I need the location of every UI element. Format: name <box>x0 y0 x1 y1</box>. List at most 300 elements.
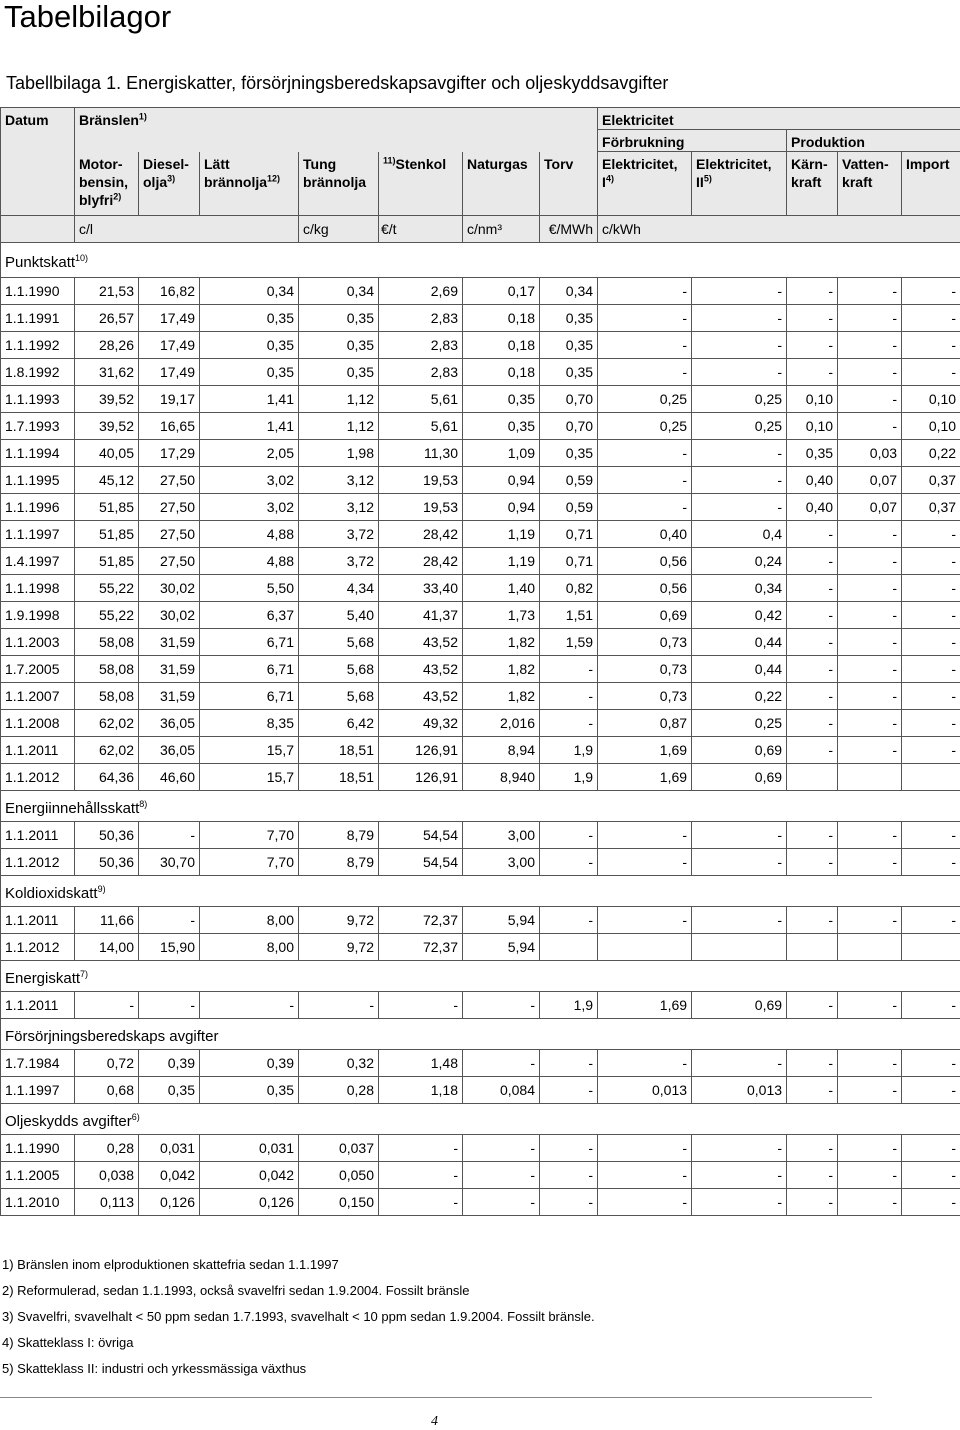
value-cell: 9,72 <box>299 907 379 934</box>
value-cell: - <box>299 992 379 1019</box>
value-cell: - <box>598 305 692 332</box>
value-cell: 0,56 <box>598 575 692 602</box>
value-cell: 0,37 <box>902 467 960 494</box>
value-cell: 51,85 <box>75 494 139 521</box>
value-cell: 0,050 <box>299 1162 379 1189</box>
value-cell: - <box>838 992 902 1019</box>
value-cell: 58,08 <box>75 683 139 710</box>
value-cell: - <box>692 359 787 386</box>
value-cell: 0,126 <box>139 1189 200 1216</box>
value-cell: 0,18 <box>463 332 540 359</box>
value-cell: 17,49 <box>139 359 200 386</box>
value-cell: 58,08 <box>75 656 139 683</box>
value-cell: - <box>692 822 787 849</box>
section-footnote-ref: 6) <box>132 1112 140 1122</box>
value-cell: 0,037 <box>299 1135 379 1162</box>
value-cell: - <box>540 1162 598 1189</box>
value-cell: 3,12 <box>299 467 379 494</box>
table-row <box>1 413 960 440</box>
value-cell: 0,038 <box>75 1162 139 1189</box>
date-cell: 1.4.1997 <box>1 548 75 575</box>
value-cell: 0,37 <box>902 494 960 521</box>
value-cell: 0,94 <box>463 494 540 521</box>
value-cell: 15,7 <box>200 764 299 791</box>
value-cell: 0,72 <box>75 1050 139 1077</box>
page-heading: Tabelbilagor <box>4 0 171 34</box>
value-cell: - <box>838 548 902 575</box>
value-cell: - <box>838 386 902 413</box>
value-cell: - <box>598 1050 692 1077</box>
value-cell: 27,50 <box>139 548 200 575</box>
value-cell: 28,26 <box>75 332 139 359</box>
tung-brannolja-header: Tung brännolja <box>299 152 379 216</box>
table-row <box>1 1077 960 1104</box>
value-cell: - <box>902 822 960 849</box>
value-cell: 17,49 <box>139 332 200 359</box>
value-cell: - <box>598 822 692 849</box>
value-cell: - <box>838 822 902 849</box>
value-cell: 0,25 <box>692 710 787 737</box>
value-cell: - <box>540 1050 598 1077</box>
value-cell: 8,35 <box>200 710 299 737</box>
table-row <box>1 602 960 629</box>
value-cell: 36,05 <box>139 710 200 737</box>
value-cell: 0,35 <box>787 440 838 467</box>
value-cell: - <box>787 710 838 737</box>
date-cell: 1.1.1995 <box>1 467 75 494</box>
section-row <box>1 876 960 907</box>
value-cell: - <box>838 359 902 386</box>
value-cell: 17,29 <box>139 440 200 467</box>
value-cell <box>902 934 960 961</box>
value-cell: - <box>540 849 598 876</box>
import-header: Import <box>902 152 960 216</box>
value-cell: 72,37 <box>379 907 463 934</box>
value-cell: - <box>838 737 902 764</box>
table-row <box>1 332 960 359</box>
value-cell: - <box>902 849 960 876</box>
value-cell: - <box>838 278 902 305</box>
value-cell: 72,37 <box>379 934 463 961</box>
value-cell: - <box>838 629 902 656</box>
value-cell: 5,94 <box>463 934 540 961</box>
value-cell: 0,18 <box>463 305 540 332</box>
section-footnote-ref: 10) <box>75 253 88 263</box>
value-cell: 2,05 <box>200 440 299 467</box>
value-cell: - <box>692 467 787 494</box>
value-cell: 18,51 <box>299 737 379 764</box>
value-cell: 0,34 <box>299 278 379 305</box>
value-cell <box>787 934 838 961</box>
value-cell: 0,28 <box>75 1135 139 1162</box>
value-cell: 1,98 <box>299 440 379 467</box>
value-cell: - <box>540 822 598 849</box>
value-cell: 0,031 <box>200 1135 299 1162</box>
value-cell: 28,42 <box>379 548 463 575</box>
stenkol-header: $^{11)}$Stenkol <box>379 152 463 216</box>
value-cell: 1,69 <box>598 737 692 764</box>
value-cell: 1,82 <box>463 656 540 683</box>
value-cell: 0,69 <box>692 764 787 791</box>
value-cell: - <box>838 849 902 876</box>
section-title-text: Försörjningsberedskaps avgifter <box>5 1028 218 1045</box>
value-cell: 1,41 <box>200 413 299 440</box>
value-cell: - <box>598 359 692 386</box>
dieselolja-header: Diesel- olja$^{3)}$ <box>139 152 200 216</box>
value-cell: 0,10 <box>902 386 960 413</box>
value-cell: 0,35 <box>299 305 379 332</box>
value-cell: 51,85 <box>75 521 139 548</box>
value-cell: - <box>463 1162 540 1189</box>
value-cell: 46,60 <box>139 764 200 791</box>
table-row <box>1 521 960 548</box>
value-cell: - <box>902 1077 960 1104</box>
value-cell: 17,49 <box>139 305 200 332</box>
value-cell <box>540 934 598 961</box>
value-cell: 1,40 <box>463 575 540 602</box>
value-cell: 0,031 <box>139 1135 200 1162</box>
value-cell: 1,82 <box>463 683 540 710</box>
value-cell: 58,08 <box>75 629 139 656</box>
date-cell: 1.1.2005 <box>1 1162 75 1189</box>
value-cell <box>902 764 960 791</box>
value-cell: 0,4 <box>692 521 787 548</box>
value-cell: 1,69 <box>598 764 692 791</box>
footnote: 1) Bränslen inom elproduktionen skattefria sedan 1.1.1997 <box>2 1252 595 1278</box>
value-cell: 0,25 <box>598 413 692 440</box>
branslen-header: Bränslen$^{1)}$ <box>75 108 598 130</box>
value-cell: 0,084 <box>463 1077 540 1104</box>
value-cell: 55,22 <box>75 575 139 602</box>
value-cell: 0,013 <box>598 1077 692 1104</box>
value-cell: 0,70 <box>540 386 598 413</box>
value-cell: 64,36 <box>75 764 139 791</box>
value-cell: 0,44 <box>692 629 787 656</box>
section-row <box>1 243 960 278</box>
value-cell: - <box>787 575 838 602</box>
value-cell: 0,35 <box>200 332 299 359</box>
section-title <box>1 1104 960 1135</box>
value-cell: 0,42 <box>692 602 787 629</box>
value-cell: 0,59 <box>540 494 598 521</box>
value-cell: - <box>787 332 838 359</box>
value-cell: - <box>902 602 960 629</box>
value-cell: - <box>902 359 960 386</box>
value-cell <box>598 934 692 961</box>
value-cell: - <box>540 710 598 737</box>
value-cell: 1,48 <box>379 1050 463 1077</box>
section-title <box>1 791 960 822</box>
table-row <box>1 737 960 764</box>
value-cell: 1,82 <box>463 629 540 656</box>
table-row <box>1 629 960 656</box>
value-cell: 0,35 <box>299 332 379 359</box>
value-cell: 62,02 <box>75 737 139 764</box>
value-cell: 3,72 <box>299 548 379 575</box>
unit-eur-t: €/t <box>379 216 463 243</box>
value-cell: 6,71 <box>200 629 299 656</box>
value-cell: 0,73 <box>598 683 692 710</box>
value-cell: - <box>838 683 902 710</box>
table-row <box>1 1162 960 1189</box>
section-footnote-ref: 7) <box>80 969 88 979</box>
date-cell: 1.1.2003 <box>1 629 75 656</box>
value-cell: 0,73 <box>598 629 692 656</box>
value-cell: - <box>139 822 200 849</box>
value-cell: - <box>902 548 960 575</box>
value-cell: 15,7 <box>200 737 299 764</box>
value-cell: - <box>902 1189 960 1216</box>
value-cell: 0,35 <box>540 332 598 359</box>
value-cell: 4,88 <box>200 548 299 575</box>
value-cell: 0,25 <box>692 413 787 440</box>
value-cell: 0,03 <box>838 440 902 467</box>
value-cell: 0,10 <box>787 413 838 440</box>
value-cell: - <box>902 521 960 548</box>
value-cell: 0,34 <box>540 278 598 305</box>
value-cell: 36,05 <box>139 737 200 764</box>
value-cell: 0,35 <box>540 305 598 332</box>
date-cell: 1.1.1992 <box>1 332 75 359</box>
value-cell: 1,19 <box>463 521 540 548</box>
table-row <box>1 548 960 575</box>
value-cell: 0,24 <box>692 548 787 575</box>
value-cell: - <box>787 1077 838 1104</box>
date-cell: 1.1.1994 <box>1 440 75 467</box>
value-cell: 28,42 <box>379 521 463 548</box>
value-cell: - <box>598 1135 692 1162</box>
value-cell: 1,19 <box>463 548 540 575</box>
date-cell: 1.7.1984 <box>1 1050 75 1077</box>
value-cell: - <box>838 1162 902 1189</box>
value-cell: - <box>787 907 838 934</box>
table-row <box>1 683 960 710</box>
value-cell: - <box>787 737 838 764</box>
footnote: 5) Skatteklass II: industri och yrkessmässiga växthus <box>2 1356 595 1382</box>
value-cell: 5,40 <box>299 602 379 629</box>
date-cell: 1.1.2010 <box>1 1189 75 1216</box>
value-cell: 8,00 <box>200 934 299 961</box>
value-cell: 39,52 <box>75 413 139 440</box>
table-row <box>1 656 960 683</box>
section-title <box>1 961 960 992</box>
tax-table <box>0 107 960 1216</box>
value-cell: - <box>787 1135 838 1162</box>
value-cell: - <box>692 278 787 305</box>
value-cell: 3,00 <box>463 849 540 876</box>
date-cell: 1.1.1998 <box>1 575 75 602</box>
value-cell: 1,51 <box>540 602 598 629</box>
table-row <box>1 992 960 1019</box>
value-cell: 0,35 <box>200 305 299 332</box>
value-cell: 0,39 <box>139 1050 200 1077</box>
value-cell: - <box>598 467 692 494</box>
value-cell: - <box>838 575 902 602</box>
header-row-3 <box>1 152 960 216</box>
units-empty <box>1 216 75 243</box>
value-cell: 1,18 <box>379 1077 463 1104</box>
table-row <box>1 467 960 494</box>
table-row <box>1 305 960 332</box>
value-cell: 0,69 <box>692 737 787 764</box>
value-cell: 45,12 <box>75 467 139 494</box>
value-cell: 0,042 <box>139 1162 200 1189</box>
value-cell: - <box>463 992 540 1019</box>
value-cell: 1,09 <box>463 440 540 467</box>
torv-header: Torv <box>540 152 598 216</box>
date-cell: 1.1.2012 <box>1 934 75 961</box>
date-cell: 1.1.1996 <box>1 494 75 521</box>
table-row <box>1 575 960 602</box>
value-cell: - <box>838 521 902 548</box>
value-cell: - <box>598 278 692 305</box>
value-cell: - <box>902 683 960 710</box>
value-cell: 40,05 <box>75 440 139 467</box>
section-title <box>1 243 960 278</box>
date-cell: 1.1.2011 <box>1 737 75 764</box>
value-cell: 7,70 <box>200 822 299 849</box>
value-cell: 0,68 <box>75 1077 139 1104</box>
section-title <box>1 876 960 907</box>
value-cell: - <box>598 907 692 934</box>
value-cell: 0,042 <box>200 1162 299 1189</box>
value-cell: 14,00 <box>75 934 139 961</box>
value-cell <box>838 934 902 961</box>
table-row <box>1 1189 960 1216</box>
value-cell: - <box>787 1189 838 1216</box>
value-cell: 5,61 <box>379 386 463 413</box>
section-row <box>1 791 960 822</box>
value-cell: 0,25 <box>692 386 787 413</box>
value-cell: 5,68 <box>299 656 379 683</box>
value-cell: - <box>902 907 960 934</box>
footnote: 2) Reformulerad, sedan 1.1.1993, också svavelfri sedan 1.9.2004. Fossilt bränsle <box>2 1278 595 1304</box>
vattenkraft-header: Vatten- kraft <box>838 152 902 216</box>
value-cell: 0,94 <box>463 467 540 494</box>
produktion-header: Produktion <box>787 130 960 152</box>
section-title-text: Oljeskydds avgifter <box>5 1113 132 1130</box>
value-cell: - <box>838 602 902 629</box>
value-cell: - <box>838 907 902 934</box>
value-cell: 0,40 <box>787 494 838 521</box>
unit-eur-mwh: €/MWh <box>540 216 598 243</box>
table-row <box>1 386 960 413</box>
table-caption: Tabellbilaga 1. Energiskatter, försörjningsberedskapsavgifter och oljeskyddsavgifter <box>6 72 668 94</box>
value-cell: - <box>787 822 838 849</box>
value-cell: 6,71 <box>200 683 299 710</box>
section-title-text: Koldioxidskatt <box>5 885 98 902</box>
value-cell: - <box>692 1135 787 1162</box>
value-cell: 0,71 <box>540 521 598 548</box>
header-row-1 <box>1 108 960 130</box>
date-cell: 1.1.1990 <box>1 1135 75 1162</box>
value-cell: - <box>902 575 960 602</box>
value-cell: - <box>902 992 960 1019</box>
value-cell: 8,940 <box>463 764 540 791</box>
value-cell: 0,10 <box>902 413 960 440</box>
value-cell: 33,40 <box>379 575 463 602</box>
value-cell: 1,69 <box>598 992 692 1019</box>
value-cell: 6,37 <box>200 602 299 629</box>
unit-cl: c/l <box>75 216 299 243</box>
footnote: 4) Skatteklass I: övriga <box>2 1330 595 1356</box>
table-row <box>1 764 960 791</box>
section-row <box>1 1104 960 1135</box>
value-cell: - <box>540 1189 598 1216</box>
value-cell: 1,9 <box>540 992 598 1019</box>
table-row <box>1 822 960 849</box>
value-cell: 0,40 <box>787 467 838 494</box>
value-cell: 6,71 <box>200 656 299 683</box>
value-cell: 50,36 <box>75 849 139 876</box>
section-title <box>1 1019 960 1050</box>
value-cell: 3,02 <box>200 467 299 494</box>
value-cell: 0,150 <box>299 1189 379 1216</box>
value-cell: - <box>838 710 902 737</box>
date-cell: 1.1.2012 <box>1 764 75 791</box>
value-cell: - <box>692 907 787 934</box>
date-cell: 1.1.2011 <box>1 907 75 934</box>
value-cell: - <box>902 305 960 332</box>
value-cell: 0,22 <box>902 440 960 467</box>
value-cell: 1,9 <box>540 737 598 764</box>
value-cell: - <box>787 359 838 386</box>
date-cell: 1.1.2008 <box>1 710 75 737</box>
date-cell: 1.1.2012 <box>1 849 75 876</box>
value-cell: - <box>379 1135 463 1162</box>
value-cell: 19,17 <box>139 386 200 413</box>
value-cell: - <box>902 332 960 359</box>
value-cell: 8,79 <box>299 822 379 849</box>
value-cell: 1,9 <box>540 764 598 791</box>
value-cell: 5,68 <box>299 683 379 710</box>
date-cell: 1.9.1998 <box>1 602 75 629</box>
value-cell: - <box>598 849 692 876</box>
date-cell: 1.1.2007 <box>1 683 75 710</box>
value-cell: 2,69 <box>379 278 463 305</box>
value-cell: 55,22 <box>75 602 139 629</box>
section-footnote-ref: 8) <box>139 799 147 809</box>
value-cell: 0,35 <box>463 386 540 413</box>
value-cell: 0,34 <box>692 575 787 602</box>
value-cell: 1,12 <box>299 413 379 440</box>
value-cell: 0,07 <box>838 494 902 521</box>
value-cell: 0,22 <box>692 683 787 710</box>
value-cell: 31,62 <box>75 359 139 386</box>
value-cell: - <box>598 332 692 359</box>
value-cell: - <box>902 710 960 737</box>
latt-brannolja-header: Lätt brännolja$^{12)}$ <box>200 152 299 216</box>
value-cell: - <box>902 278 960 305</box>
section-row <box>1 961 960 992</box>
value-cell: - <box>598 494 692 521</box>
page-number: 4 <box>431 1414 438 1430</box>
value-cell: - <box>902 629 960 656</box>
value-cell: - <box>838 332 902 359</box>
value-cell: 30,02 <box>139 602 200 629</box>
value-cell: 3,72 <box>299 521 379 548</box>
value-cell: 126,91 <box>379 764 463 791</box>
footer-rule <box>0 1397 872 1398</box>
value-cell: 27,50 <box>139 467 200 494</box>
value-cell: - <box>787 1162 838 1189</box>
value-cell: - <box>838 1077 902 1104</box>
value-cell: - <box>692 849 787 876</box>
value-cell: - <box>598 440 692 467</box>
value-cell: 2,83 <box>379 359 463 386</box>
value-cell: 1,73 <box>463 602 540 629</box>
value-cell: 5,94 <box>463 907 540 934</box>
